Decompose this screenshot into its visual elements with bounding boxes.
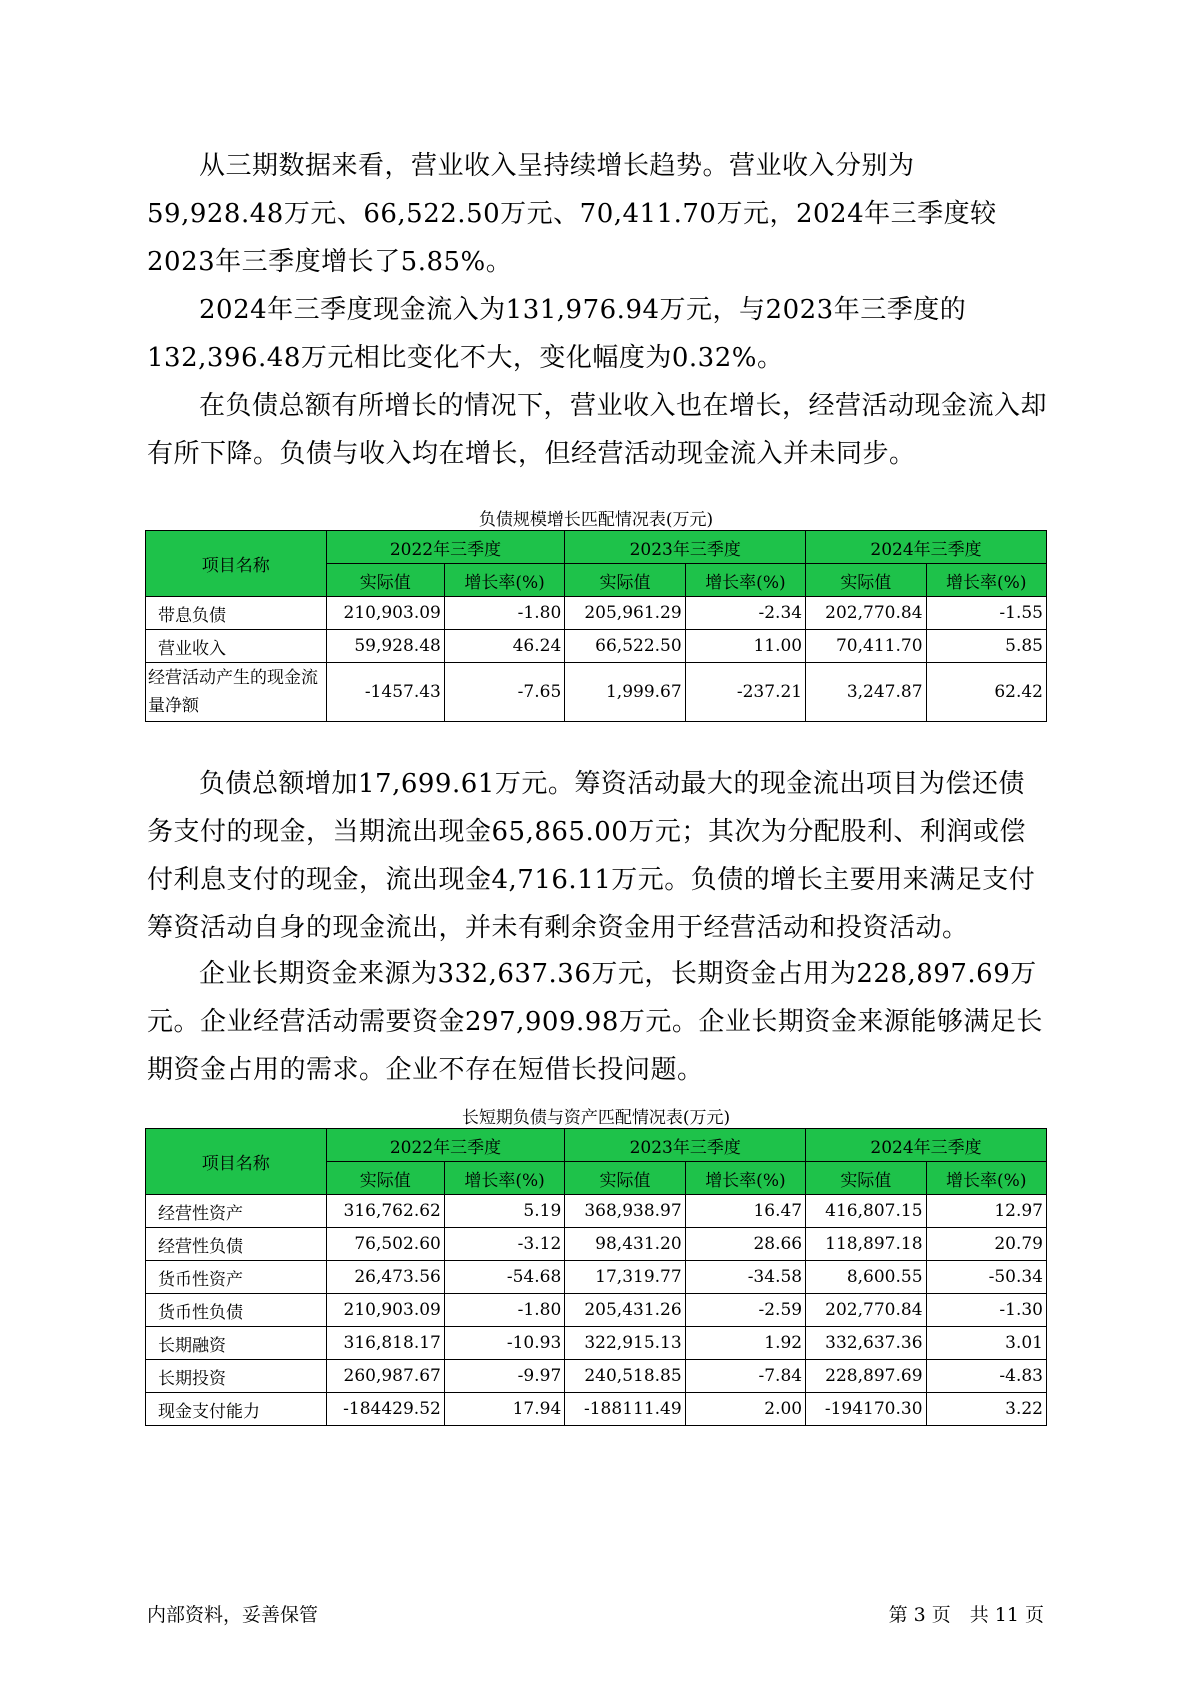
cell: -50.34 [926,1261,1046,1294]
cell: 260,987.67 [326,1360,444,1393]
cell: 46.24 [444,630,564,663]
cell: -1.55 [926,597,1046,630]
cell: 3.01 [926,1327,1046,1360]
cell: 5.85 [926,630,1046,663]
table1-caption: 负债规模增长匹配情况表(万元) [478,510,714,530]
actual-value-header: 实际值 [806,1162,926,1195]
cell: 316,818.17 [326,1327,444,1360]
paragraph-debt-revenue: 在负债总额有所增长的情况下，营业收入也在增长，经营活动现金流入却有所下降。负债与收入均在增长，但经营活动现金流入并未同步。 [147,391,1048,469]
cell: -2.34 [685,597,805,630]
cell: 17,319.77 [565,1261,685,1294]
cell: 322,915.13 [565,1327,685,1360]
cell: 118,897.18 [806,1228,926,1261]
cell: -3.12 [444,1228,564,1261]
cell: 316,762.62 [326,1195,444,1228]
table-row [146,1261,1047,1294]
growth-rate-header: 增长率(%) [444,564,564,597]
row-label: 货币性资产 [146,1261,327,1294]
paragraph-debt-increase: 负债总额增加17,699.61万元。筹资活动最大的现金流出项目为偿还债务支付的现金，当期流出现金65,865.00万元；其次为分配股利、利润或偿付利息支付的现金，流出现金4,716.11万元。负债的增长主要用来满足支付筹资活动自身的现金流出，并未有剩余资金用于经营活动和投资活动。 [147,769,1036,943]
cell: 8,600.55 [806,1261,926,1294]
cell: 17.94 [444,1393,564,1426]
table-row [146,663,1047,722]
item-name-header: 项目名称 [146,1129,327,1195]
table-header-row [146,1129,1047,1162]
cell: 3.22 [926,1393,1046,1426]
asset-liability-table [145,1128,1047,1426]
item-name-header: 项目名称 [146,531,327,597]
cell: 368,938.97 [565,1195,685,1228]
row-label: 带息负债 [146,597,327,630]
cell: 5.19 [444,1195,564,1228]
cell: 205,961.29 [565,597,685,630]
table-row [146,630,1047,663]
cell: -2.59 [685,1294,805,1327]
row-label: 经营活动产生的现金流量净额 [146,663,327,722]
cell: 1,999.67 [565,663,685,722]
cell: 202,770.84 [806,1294,926,1327]
cell: -4.83 [926,1360,1046,1393]
cell: -184429.52 [326,1393,444,1426]
table-row [146,1360,1047,1393]
cell: -1457.43 [326,663,444,722]
table2-caption: 长短期负债与资产匹配情况表(万元) [461,1108,731,1128]
cell: 16.47 [685,1195,805,1228]
growth-rate-header: 增长率(%) [685,564,805,597]
row-label: 营业收入 [146,630,327,663]
cell: -1.80 [444,1294,564,1327]
row-label: 经营性资产 [146,1195,327,1228]
cell: -10.93 [444,1327,564,1360]
cell: 28.66 [685,1228,805,1261]
period-header: 2022年三季度 [326,1129,565,1162]
cell: 70,411.70 [806,630,926,663]
cell: -1.30 [926,1294,1046,1327]
cell: 202,770.84 [806,597,926,630]
actual-value-header: 实际值 [326,1162,444,1195]
cell: 210,903.09 [326,597,444,630]
debt-growth-table [145,530,1047,722]
table-row [146,1228,1047,1261]
growth-rate-header: 增长率(%) [926,564,1046,597]
period-header: 2024年三季度 [806,531,1047,564]
paragraph-long-term-funds: 企业长期资金来源为332,637.36万元，长期资金占用为228,897.69万元。企业经营活动需要资金297,909.98万元。企业长期资金来源能够满足长期资金占用的需求。企业不存在短借长投问题。 [147,959,1043,1085]
actual-value-header: 实际值 [326,564,444,597]
cell: 2.00 [685,1393,805,1426]
period-header: 2024年三季度 [806,1129,1047,1162]
cell: 66,522.50 [565,630,685,663]
cell: -34.58 [685,1261,805,1294]
cell: 98,431.20 [565,1228,685,1261]
table-header-row [146,531,1047,564]
cell: -188111.49 [565,1393,685,1426]
cell: 416,807.15 [806,1195,926,1228]
cell: -237.21 [685,663,805,722]
table-row [146,1195,1047,1228]
footer-confidential-note: 内部资料，妥善保管 [147,1604,319,1626]
table-row [146,1393,1047,1426]
growth-rate-header: 增长率(%) [926,1162,1046,1195]
cell: 76,502.60 [326,1228,444,1261]
actual-value-header: 实际值 [565,1162,685,1195]
cell: -7.65 [444,663,564,722]
paragraph-cash-inflow: 2024年三季度现金流入为131,976.94万元，与2023年三季度的132,396.48万元相比变化不大，变化幅度为0.32%。 [147,295,967,373]
cell: -7.84 [685,1360,805,1393]
cell: 1.92 [685,1327,805,1360]
cell: 11.00 [685,630,805,663]
actual-value-header: 实际值 [806,564,926,597]
table-row [146,1294,1047,1327]
table-row [146,1327,1047,1360]
cell: 59,928.48 [326,630,444,663]
row-label: 长期融资 [146,1327,327,1360]
period-header: 2023年三季度 [565,1129,806,1162]
cell: -194170.30 [806,1393,926,1426]
growth-rate-header: 增长率(%) [444,1162,564,1195]
actual-value-header: 实际值 [565,564,685,597]
cell: 26,473.56 [326,1261,444,1294]
row-label: 经营性负债 [146,1228,327,1261]
paragraph-revenue-trend: 从三期数据来看，营业收入呈持续增长趋势。营业收入分别为59,928.48万元、66,522.50万元、70,411.70万元，2024年三季度较2023年三季度增长了5.85%。 [147,151,997,277]
cell: 228,897.69 [806,1360,926,1393]
period-header: 2023年三季度 [565,531,806,564]
period-header: 2022年三季度 [326,531,565,564]
cell: 205,431.26 [565,1294,685,1327]
cell: 62.42 [926,663,1046,722]
row-label: 货币性负债 [146,1294,327,1327]
table-row [146,597,1047,630]
cell: -54.68 [444,1261,564,1294]
cell: -1.80 [444,597,564,630]
growth-rate-header: 增长率(%) [685,1162,805,1195]
cell: 20.79 [926,1228,1046,1261]
cell: 332,637.36 [806,1327,926,1360]
row-label: 长期投资 [146,1360,327,1393]
page-number: 第 3 页 共 11 页 [888,1604,1044,1626]
row-label: 现金支付能力 [146,1393,327,1426]
cell: 3,247.87 [806,663,926,722]
cell: 210,903.09 [326,1294,444,1327]
cell: 240,518.85 [565,1360,685,1393]
cell: 12.97 [926,1195,1046,1228]
cell: -9.97 [444,1360,564,1393]
